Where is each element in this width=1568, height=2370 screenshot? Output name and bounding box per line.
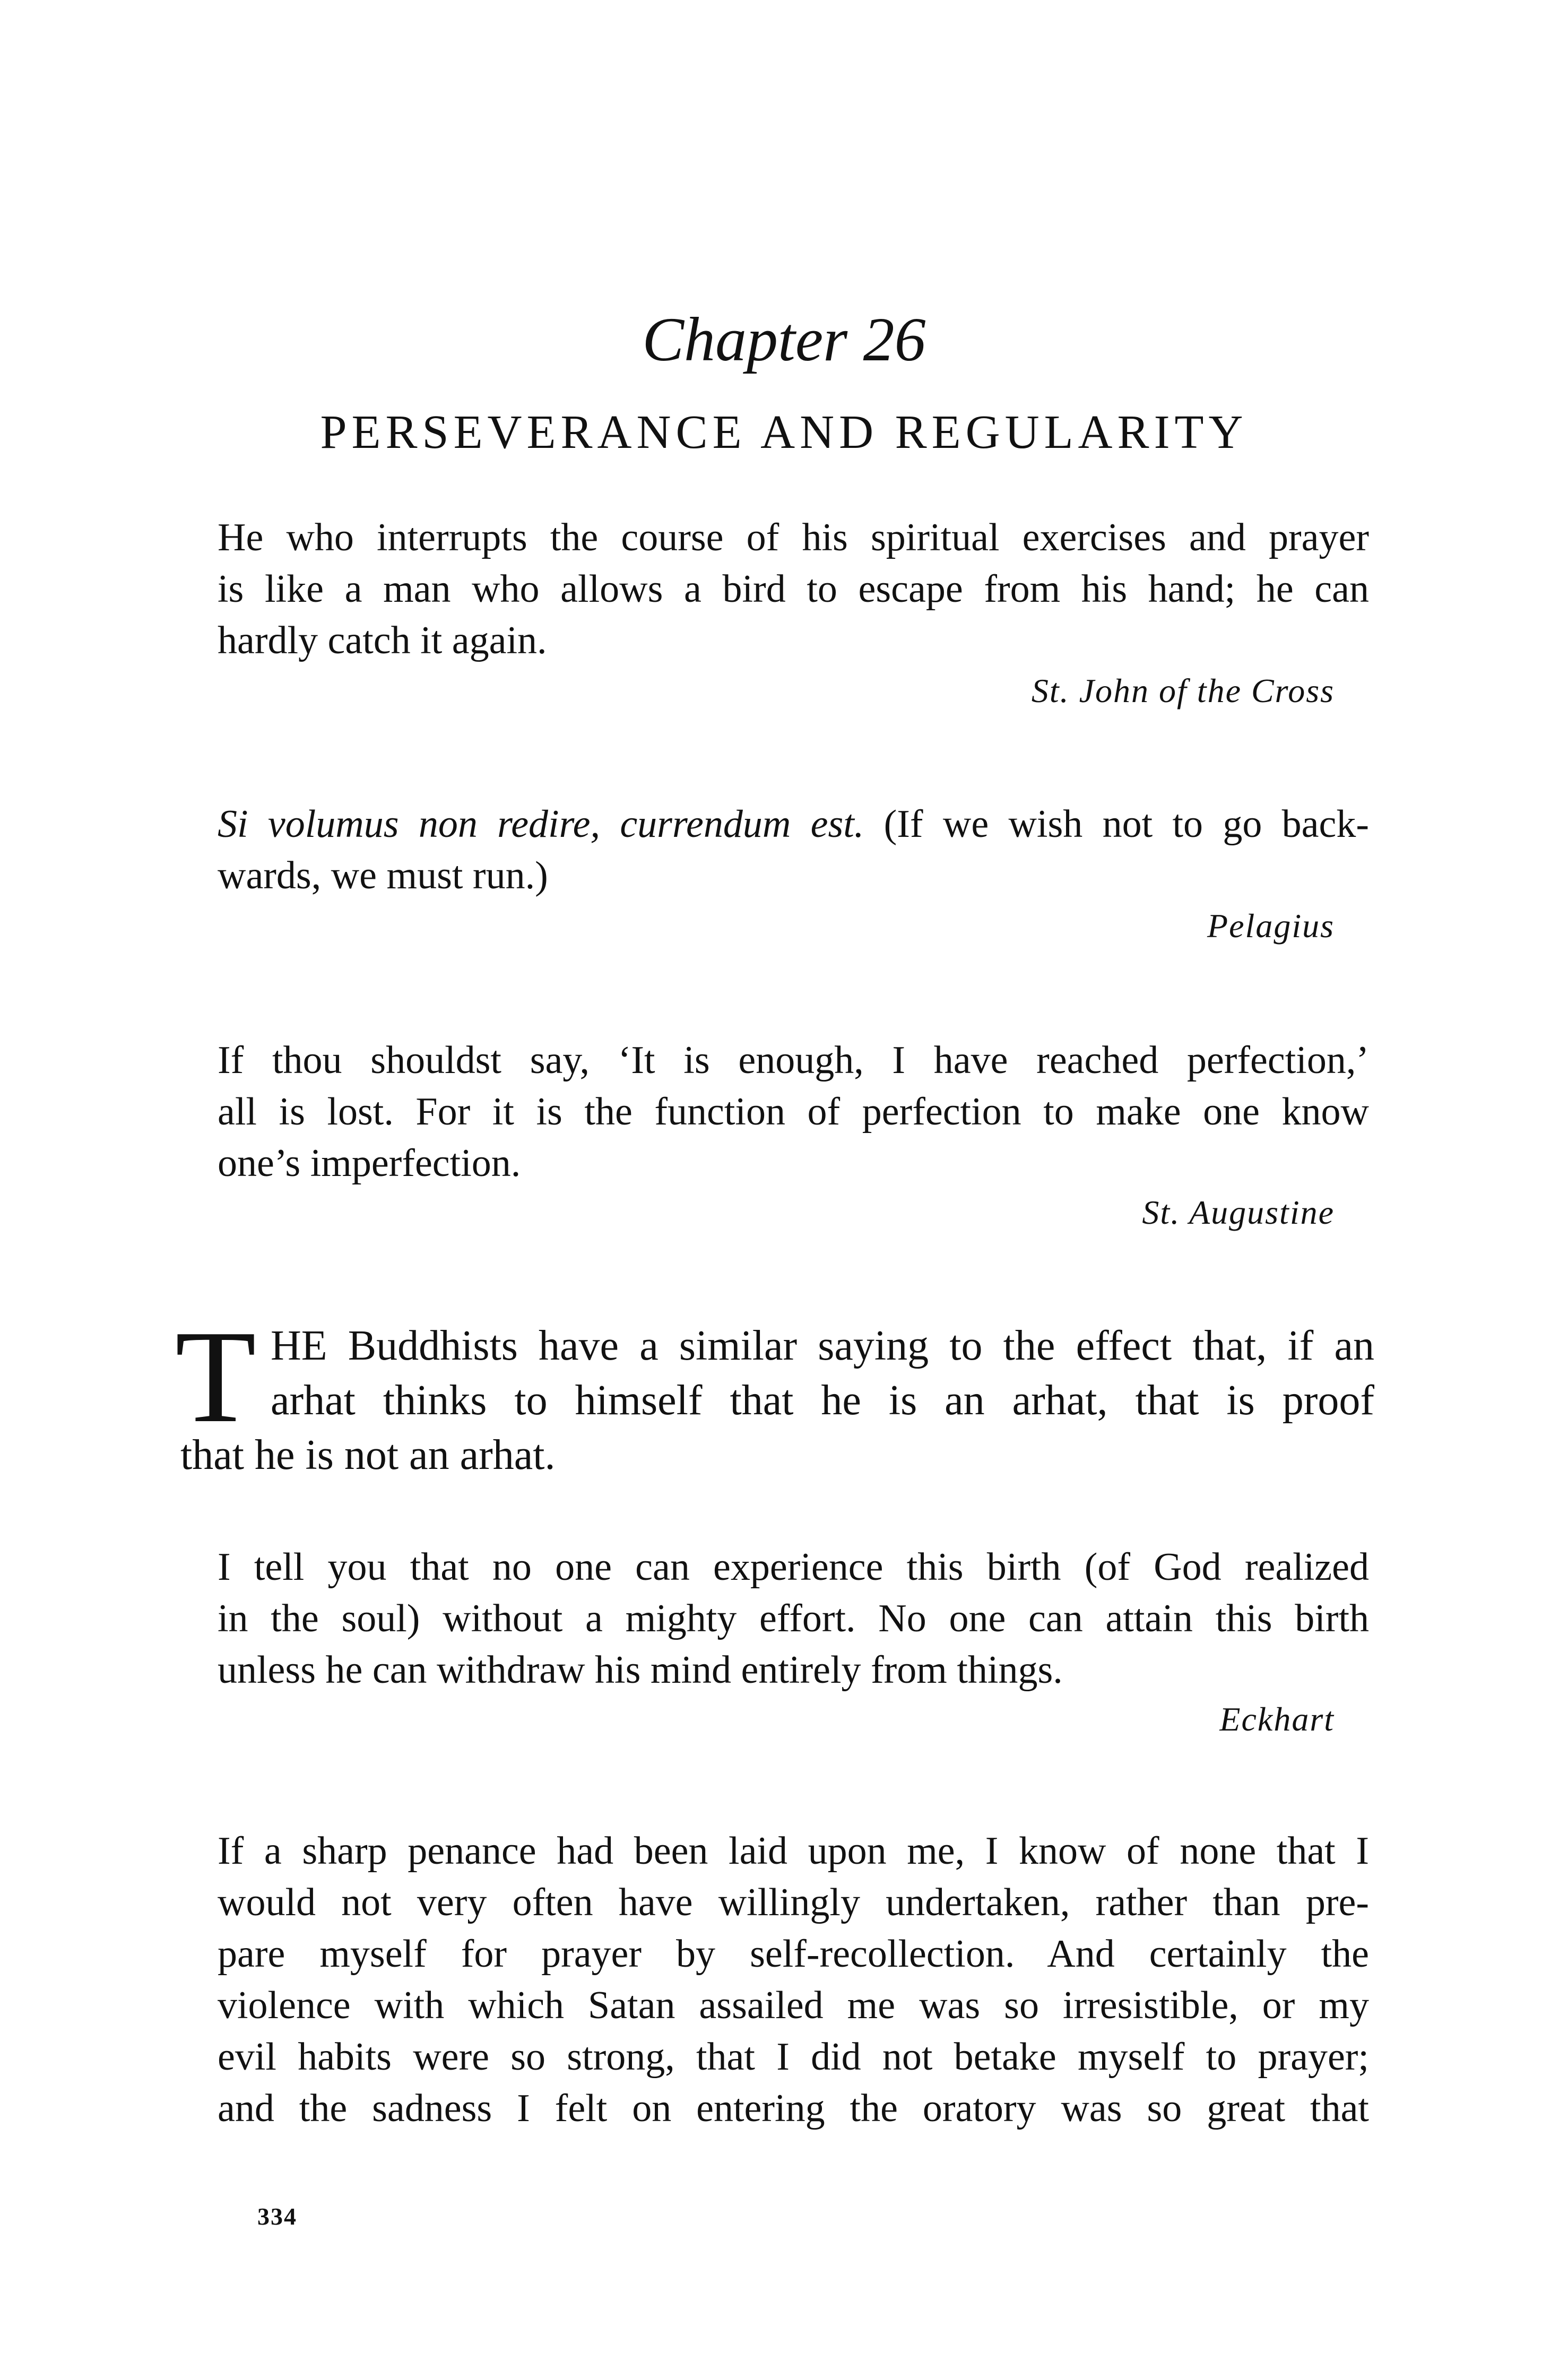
chapter-title: PERSEVERANCE AND REGULARITY <box>320 406 1248 459</box>
drop-cap: T <box>175 1303 256 1450</box>
quote-attribution: Eckhart <box>1219 1700 1335 1738</box>
quote-attribution: Pelagius <box>1207 907 1335 945</box>
quote-line: all is lost. For it is the function of perfection to make one know <box>218 1090 1369 1134</box>
body-line: arhat thinks to himself that he is an arhat, that is proof <box>271 1377 1374 1424</box>
quote-line: He who interrupts the course of his spiritual exercises and prayer <box>218 516 1369 559</box>
latin-phrase: Si volumus non redire, currendum est. <box>218 802 864 846</box>
quote-teresa <box>218 1826 1369 2134</box>
quote-line: If thou shouldst say, ‘It is enough, I have reached perfection,’ <box>218 1039 1369 1082</box>
body-paragraph <box>180 1319 1374 1483</box>
quote-eckhart <box>218 1542 1369 1696</box>
quote-line: and the sadness I felt on entering the oratory was so great that <box>218 2087 1369 2130</box>
page-number: 334 <box>257 2203 297 2230</box>
quote-line: I tell you that no one can experience this birth (of God realized <box>218 1545 1369 1589</box>
translation: (If we wish not to go back- <box>883 802 1369 846</box>
quote-line: one’s imperfection. <box>218 1141 521 1185</box>
epigraph-quote-john-of-the-cross <box>218 512 1369 667</box>
quote-line: would not very often have willingly undertaken, rather than pre- <box>218 1881 1369 1924</box>
quote-attribution: St. Augustine <box>1142 1193 1335 1231</box>
quote-attribution: St. John of the Cross <box>1031 672 1335 710</box>
body-line: that he is not an arhat. <box>180 1432 556 1478</box>
quote-line: wards, we must run.) <box>218 854 548 897</box>
quote-line: pare myself for prayer by self-recollection. And certainly the <box>218 1932 1369 1976</box>
epigraph-quote-pelagius <box>218 799 1369 902</box>
quote-line: If a sharp penance had been laid upon me, I know of none that I <box>218 1829 1369 1873</box>
quote-line: violence with which Satan assailed me was so irresistible, or my <box>218 1984 1369 2027</box>
quote-line <box>218 799 1369 850</box>
quote-line: unless he can withdraw his mind entirely from things. <box>218 1648 1063 1692</box>
quote-line: in the soul) without a mighty effort. No one can attain this birth <box>218 1597 1369 1640</box>
epigraph-quote-augustine <box>218 1035 1369 1189</box>
quote-line: evil habits were so strong, that I did not betake myself to prayer; <box>218 2035 1369 2079</box>
body-line: HE Buddhists have a similar saying to the effect that, if an <box>271 1322 1374 1369</box>
quote-line: is like a man who allows a bird to escape from his hand; he can <box>218 567 1369 611</box>
quote-line: hardly catch it again. <box>218 619 547 662</box>
chapter-heading: Chapter 26 <box>642 305 926 374</box>
